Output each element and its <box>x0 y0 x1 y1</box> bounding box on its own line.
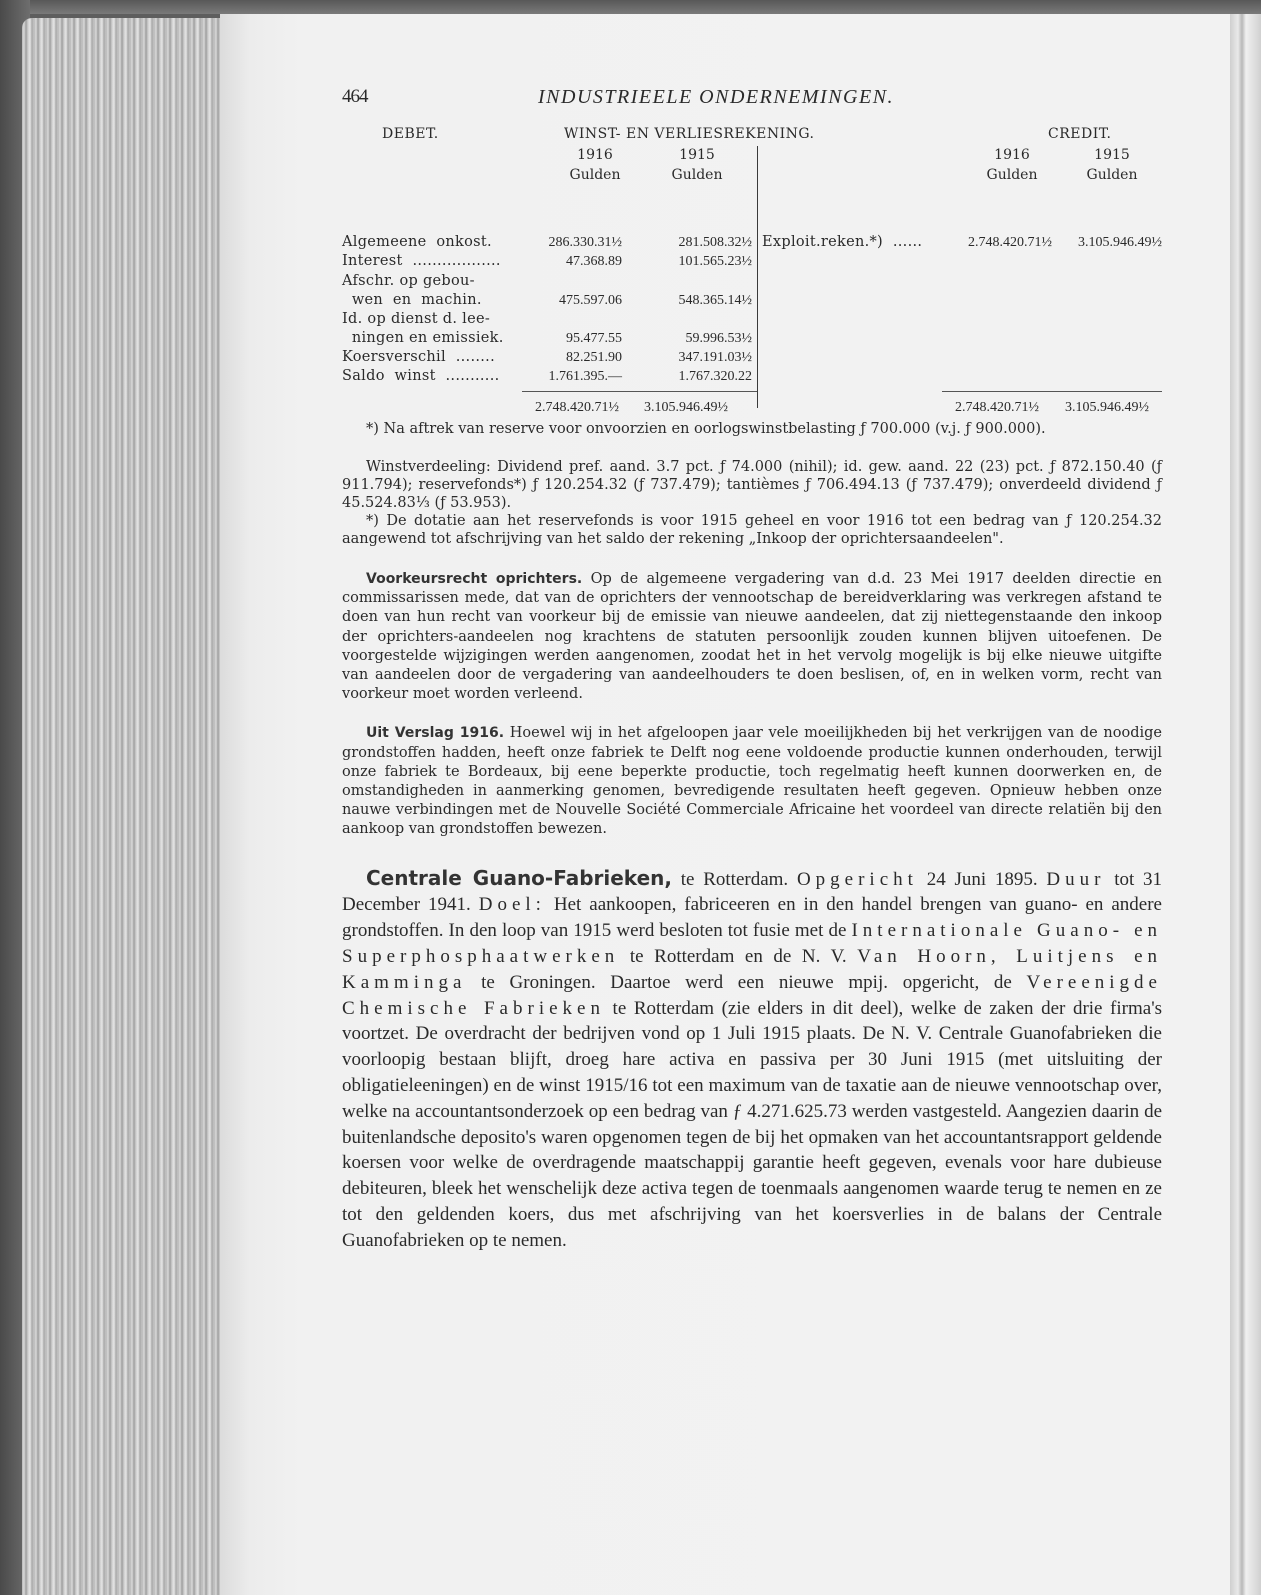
debit-row: ningen en emissiek. 95.477.55 59.996.53½ <box>342 330 752 346</box>
credit-sum-rule <box>942 391 1162 392</box>
book-page-stack <box>22 18 227 1595</box>
column-divider <box>757 146 758 408</box>
section-heading: Voorkeursrecht oprichters. <box>366 571 583 587</box>
section-voorkeursrecht <box>342 570 1162 704</box>
book-top-edge <box>0 0 1261 14</box>
debit-row: Saldo winst ........... 1.761.395.— 1.767.320.22 <box>342 368 752 384</box>
running-head <box>342 82 1162 116</box>
spaced-label: Doel: <box>478 894 546 916</box>
debit-row: Id. op dienst d. lee- <box>342 311 491 327</box>
debit-row: Algemeene onkost. 286.330.31½ 281.508.32½ <box>342 234 752 250</box>
section-verslag <box>342 724 1162 839</box>
credit-col-1916-header: 1916 Gulden <box>986 147 1038 183</box>
credit-col-1915-header: 1915 Gulden <box>1086 147 1138 183</box>
debit-sum-rule <box>522 391 757 392</box>
credit-row: Exploit.reken.*) ...... 2.748.420.71½ 3.105.946.49½ <box>762 234 1162 250</box>
section-heading: Uit Verslag 1916. <box>366 725 505 742</box>
account-title: WINST- EN VERLIESREKENING. <box>564 126 815 142</box>
debit-row: wen en machin. 475.597.06 548.365.14½ <box>342 292 752 308</box>
debit-row: Afschr. op gebou- <box>342 273 475 289</box>
page-content <box>342 82 1162 1273</box>
spaced-label: Opgericht <box>796 868 918 890</box>
credit-total-1916: 2.748.420.71½ <box>955 400 1039 415</box>
debit-total-1915: 3.105.946.49½ <box>644 400 728 415</box>
credit-total-1915: 3.105.946.49½ <box>1065 400 1149 415</box>
section-body: Op de algemeene vergadering van d.d. 23 Mei 1917 deelden directie en commissarissen mede, dat van de oprichters der vennootschap de bereidverklaring was verkregen afstand te doen van hun recht van voorkeur bij de emissie van nieuwe aandeelen, dat zij niettegenstaande den inkoop der oprichters-aandeelen nog krachtens de statuten persoonlijk zouden kunnen blijven uitoefenen. De voorgestelde wijzigingen werden aangenomen, zoodat het in het vervolg mogelijk is bij elke nieuwe uitgifte van aandeelen door de vergadering van aandeelhouders te doen beslisen, of, en in welken vorm, recht van voorkeur moet worden verleend. <box>342 571 1163 703</box>
profit-loss-account <box>342 116 1162 436</box>
spaced-name: Vereenigde Chemische Fabrieken <box>342 971 1162 1019</box>
debit-row: Interest .................. 47.368.89 101.565.23½ <box>342 253 752 269</box>
footnote-reserve-fund: *) De dotatie aan het reservefonds is voor 1915 geheel en voor 1916 tot een bedrag van ƒ 120.254.32 aangewend tot afschrijving van het saldo der rekening „Inkoop der oprichtersaandeelen". <box>342 513 1162 547</box>
profit-distribution: Winstverdeeling: Dividend pref. aand. 3.7 pct. ƒ 74.000 (nihil); id. gew. aand. 22 (23) pct. ƒ 872.150.40 (ƒ 911.794); reservefonds*) ƒ 120.254.32 (ƒ 737.479); tantièmes ƒ 706.494.13 (ƒ 737.479); onverdeeld dividend ƒ 45.524.83⅓ (ƒ 53.953). <box>342 459 1162 511</box>
running-title: INDUSTRIEELE ONDERNEMINGEN. <box>538 86 895 108</box>
spaced-name: Van Hoorn, Luitjens en Kamminga <box>342 946 1162 993</box>
debit-col-1915-header: 1915 Gulden <box>671 147 723 183</box>
spaced-name: Internationale Guano- en Superphosphaatwerken <box>342 920 1163 968</box>
debit-col-1916-header: 1916 Gulden <box>569 147 621 183</box>
company-entry: Centrale Guano-Fabrieken, te Rotterdam. Opgericht 24 Juni 1895. Duur tot 31 December 1941. Doel: Het aankoopen, fabriceeren en in den handel brengen van guano- en andere grondstoffen. In den loop van 1915 werd besloten tot fusie met de Internationale Guano- en Superphosphaatwerken te Rotterdam en de N. V. Van Hoorn, Luitjens en Kamminga te Groningen. Daartoe werd een nieuwe mpij. opgericht, de Vereenigde Chemische Fabrieken te Rotterdam (zie elders in dit deel), welke de zaken der drie firma's voortzet. De overdracht der bedrijven vond op 1 Juli 1915 plaats. De N. V. Centrale Guanofabrieken die voorloopig bestaan blijft, droeg hare activa en passiva per 30 Juni 1915 (met uitsluiting der obligatieleeningen) en de winst 1915/16 tot een maximum van de taxatie aan de nieuwe vennootschap over, welke na accountantsonderzoek op een bedrag van ƒ 4.271.625.73 werden vastgesteld. Aangezien daarin de buitenlandsche deposito's waren opgenomen tegen de bij het opmaken van het accountantsrapport geldende koersen voor welke de overdragende maatschappij garantie heeft gegeven, evenals voor hare dubieuse debiteuren, bleek het wenschelijk deze activa tegen de toenmaals aangenomen waarde terug te nemen en ze tot den geldenden koers, dus met afschrijving van het koersverlies in de balans der Centrale Guanofabrieken op te nemen. <box>342 865 1163 1251</box>
section-body: Hoewel wij in het afgeloopen jaar vele moeilijkheden bij het verkrijgen van de noodige grondstoffen hadden, heeft onze fabriek te Delft nog eene voldoende productie kunnen onderhouden, terwijl onze fabriek te Bordeaux, bij eene beperkte productie, toch regelmatig heeft kunnen doorwerken en, de omstandigheden in aanmerking genomen, bevredigende resultaten heeft gegeven. Opnieuw hebben onze nauwe verbindingen met de Nouvelle Société Commerciale Africaine het voordeel van directe relatiën bij den aankoop van grondstoffen bewezen. <box>342 725 1163 838</box>
company-name: Centrale Guano-Fabrieken, <box>366 865 672 890</box>
spaced-label: Duur <box>1046 868 1106 890</box>
page-number: 464 <box>342 86 368 107</box>
debit-row: Koersverschil ........ 82.251.90 347.191.03½ <box>342 349 752 365</box>
debit-label: DEBET. <box>382 126 439 142</box>
credit-label: CREDIT. <box>1048 126 1112 142</box>
debit-total-1916: 2.748.420.71½ <box>535 400 619 415</box>
book-gutter <box>1230 14 1261 1595</box>
footnote-exploitation: *) Na aftrek van reserve voor onvoorzien en oorlogswinstbelasting ƒ 700.000 (v.j. ƒ 900.000). <box>366 421 1046 437</box>
